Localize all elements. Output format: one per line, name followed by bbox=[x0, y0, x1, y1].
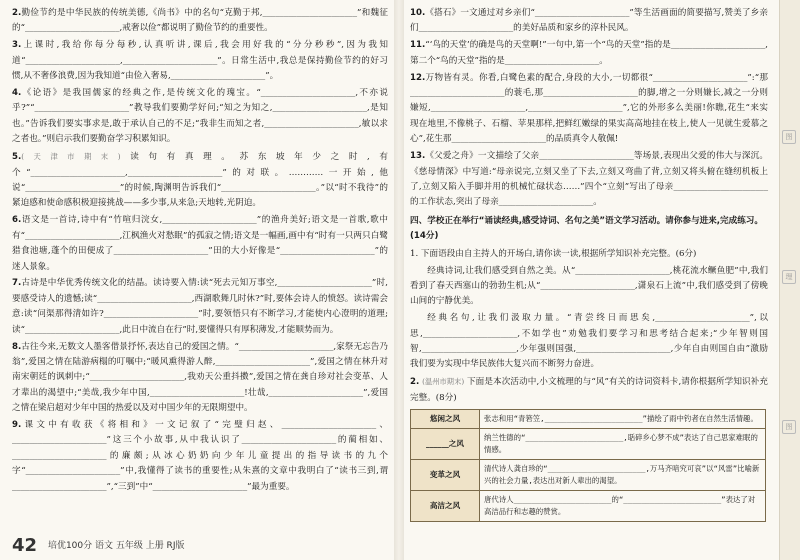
edge-mark: 图 bbox=[782, 130, 796, 144]
left-page bbox=[12, 6, 388, 497]
question-text: 《搭石》一文通过对乡亲们“______________________”等生活画面的简要描写,赞美了乡亲们______________________的美好品质和家乡的淳朴民风。 bbox=[410, 8, 768, 34]
section-4-title: 四、学校正在举行“诵读经典,感受诗词、名句之美”语文学习活动。请你参与进来,完成练习。(14分) bbox=[410, 215, 763, 242]
card-row-content: 张志和用“青箬笠,______________________”描绘了雨中钓者在自然生活情趣。 bbox=[480, 410, 766, 429]
wind-poetry-card bbox=[410, 409, 766, 522]
question-item bbox=[410, 38, 768, 69]
q2-number: 2. bbox=[410, 377, 420, 388]
question-text: 古往今来,无数文人墨客借景抒怀,表达自己的爱国之情。“______________________,家祭无忘告乃翁”,爱国之情在陆游病榻的叮嘱中;“暖风熏得游人醉,______________________”,爱国之情在林升对南宋朝廷的讽刺中;“______________________,我劝天公重抖擞”,爱国之情在龚自珍对社会变革、人才辈出的渴望中;“美哉,我少年中国,______________________!壮哉,______________________”,爱国之情在梁启超对少年中国的热爱以及对中国少年的无限期望中。 bbox=[12, 341, 388, 414]
book-spine bbox=[394, 0, 404, 560]
question-number: 7. bbox=[12, 278, 22, 289]
q2-text: 下面是本次活动中,小文梳理的与“风”有关的诗词资料卡,请你根据所学知识补充完整。(8分) bbox=[410, 377, 769, 403]
section-4-paragraph-1: 经典诗词,让我们感受到自然之美。从“______________________,桃花流水鳜鱼肥”中,我们看到了春天西塞山的勃勃生机;从“______________________,潇泉石上流”中,我们感受到了傍晚山间的宁静优美。 bbox=[410, 265, 768, 307]
card-row bbox=[411, 410, 766, 429]
question-text: 勤俭节约是中华民族的传统美德,《尚书》中的名句“克勤于邦,______________________”和魏征的“______________________,戒奢以俭”都说明了勤俭节约的重要性。 bbox=[12, 8, 388, 34]
card-row-content: 纳兰性德的“______________________,聒碎乡心梦不成”表达了自己思家难眠的情感。 bbox=[480, 429, 766, 460]
page-edge-tab bbox=[779, 0, 800, 560]
question-source-tag: (天津市期末) bbox=[21, 152, 121, 162]
question-number: 12. bbox=[410, 72, 426, 83]
section-4-q2 bbox=[410, 374, 768, 406]
card-row-content: 唐代诗人______________________的“______________________”表达了对高洁品行和志趣的赞赏。 bbox=[480, 491, 766, 522]
question-text: 读句有真理。苏东坡年少之时,有个“______________________,______________________”的对联。…………一开始,他说“______________________”的时候,陶渊明告诉我们“______________________。”以“时不我待”的紧迫感和使命感积极迎接挑战——多少事,从来急;天地转,光阴迫。 bbox=[12, 152, 389, 209]
question-number: 6. bbox=[12, 215, 22, 226]
question-item bbox=[12, 276, 388, 338]
book-info: 培优100分 语文 五年级 上册 RJ版 bbox=[47, 541, 185, 551]
card-row bbox=[411, 491, 766, 522]
question-item bbox=[12, 418, 388, 495]
left-question-list bbox=[12, 6, 388, 495]
question-number: 5. bbox=[12, 152, 22, 163]
edge-mark: 图 bbox=[782, 420, 796, 434]
question-text: 万物皆有灵。你看,白鹭色素的配合,身段的大小,一切都很“______________________”:“那______________________的蓑毛,那______________________的脚,增之一分则嫌长,减之一分则嫌短,______________________,______________________”,它的外形多么美丽!你瞧,花生“来实现在地里,不像桃子、石榴、苹果那样,把鲜红嫩绿的果实高高地挂在枝上,使人一见就生爱慕之心”,花生那______________________的品质真令人敬佩! bbox=[410, 72, 768, 145]
question-text: 语文是一首诗,诗中有“竹喧归浣女,______________________”的渔舟美好;语文是一首歌,歌中有“______________________,江枫渔火对愁眠”的孤寂之情;语文是一幅画,画中有“时有一只两只白鹭猎食池塘,蓬个的田便成了______________________”田的大小好像是“______________________”的迷人景象。 bbox=[12, 215, 388, 272]
question-number: 11. bbox=[410, 40, 426, 51]
question-text: 课文中有收获《将相和》一文记叙了“完璧归赵、______________________、______________________”这三个小故事,从中我认识了______________________的蔺相如、______________________的廉颇;从冰心奶奶向少年儿童提出的指导读书的九个字“______________________”中,我懂得了读书的重要性;从朱熹的文章中我明白了“读书三到,谓______________________”,“三到”中“______________________”最为重要。 bbox=[12, 420, 388, 492]
page-footer bbox=[12, 535, 184, 556]
question-number: 3. bbox=[12, 40, 22, 51]
section-4-q1: 1. 下面语段由自主持人的开场白,请你读一读,根据所学知识补充完整。(6分) bbox=[410, 248, 697, 259]
question-item bbox=[410, 149, 768, 211]
card-row bbox=[411, 429, 766, 460]
question-number: 2. bbox=[12, 8, 22, 18]
q2-source-tag: (温州市期末) bbox=[422, 377, 465, 387]
right-question-list bbox=[410, 6, 768, 211]
question-number: 8. bbox=[12, 341, 22, 352]
question-number: 10. bbox=[410, 8, 426, 18]
question-item bbox=[410, 6, 768, 37]
right-page bbox=[410, 6, 768, 522]
card-row-label: 变革之风 bbox=[411, 460, 480, 491]
card-row bbox=[411, 460, 766, 491]
card-row-content: 清代诗人龚自珍的“______________________,万马齐喑究可哀”以“风雷”比喻新兴的社会力量,表达出对新人辈出的渴望。 bbox=[480, 460, 766, 491]
page-number: 42 bbox=[12, 535, 38, 556]
question-number: 13. bbox=[410, 151, 426, 162]
question-item bbox=[12, 213, 388, 275]
question-item bbox=[12, 149, 388, 212]
question-item bbox=[12, 340, 388, 417]
question-text: 《论语》是我国儒家的经典之作,是传统文化的瑰宝。“______________________,不亦说乎?”“______________________”教导我们要勤学好问;“知之为知之,______________________,是知也。”告诉我们要实事求是,敢于承认自己的不足;“我非生而知之者,______________________,敏以求之者也。”则启示我们要勤奋学习积累知识。 bbox=[12, 88, 388, 145]
question-text: 古诗是中华优秀传统文化的结晶。读诗要入情:读“死去元知万事空,______________________”时,要感受诗人的遗憾;读“______________________,西湖歌舞几时休?”时,要体会诗人的愤怒。读诗需会意:读“问渠那得清如许?______________________”时,要领悟只有不断学习,才能使内心澄明的道理;读“______________________,此日中流自在行”时,要懂得只有厚积薄发,才能顺势而为。 bbox=[12, 278, 388, 335]
question-item bbox=[12, 86, 388, 148]
edge-mark: 理 bbox=[782, 270, 796, 284]
question-item bbox=[12, 38, 388, 84]
question-item bbox=[410, 71, 768, 148]
card-row-label: ______之风 bbox=[411, 429, 480, 460]
question-text: 《父爱之舟》一文描绘了父亲______________________等场景,表现出父爱的伟大与深沉。《慈母情深》中写道:“母亲说完,立刻又坐了下去,立刻又弯曲了背,立刻又将头俯在缝纫机板上了,立刻又陷入手脚并用的机械忙碌状态……”四个“立刻”写出了母亲______________________的工作状态,突出了母亲______________________。 bbox=[410, 151, 768, 208]
question-number: 9. bbox=[12, 420, 22, 431]
question-text: “‘鸟的天堂’的确是鸟的天堂啊!”一句中,第一个“鸟的天堂”指的是______________________,第二个“鸟的天堂”指的是______________________。 bbox=[410, 40, 768, 66]
question-text: 上课时,我给你每分每秒,认真听讲,课后,我会用好我的“分分秒秒”,因为我知道“______________________,______________________”。日常生活中,我总是保持勤俭节约的好习惯,从不奢侈浪费,因为我知道“由俭入奢易,______________________”。 bbox=[12, 40, 388, 82]
card-row-label: 高洁之风 bbox=[411, 491, 480, 522]
question-number: 4. bbox=[12, 88, 22, 99]
section-4-paragraph-2: 经典名句,让我们汲取力量。“青尝终日而思矣,______________________”,以思,______________________,不如学也”劝勉我们要学习和思考结合起来;“少年智则国智,______________________,少年强则国强,______________________,少年自由则国自由”激励我们要为实现中华民族伟大复兴而不断努力奋进。 bbox=[410, 313, 768, 370]
question-item bbox=[12, 6, 388, 37]
card-row-label: 悠闲之风 bbox=[411, 410, 480, 429]
